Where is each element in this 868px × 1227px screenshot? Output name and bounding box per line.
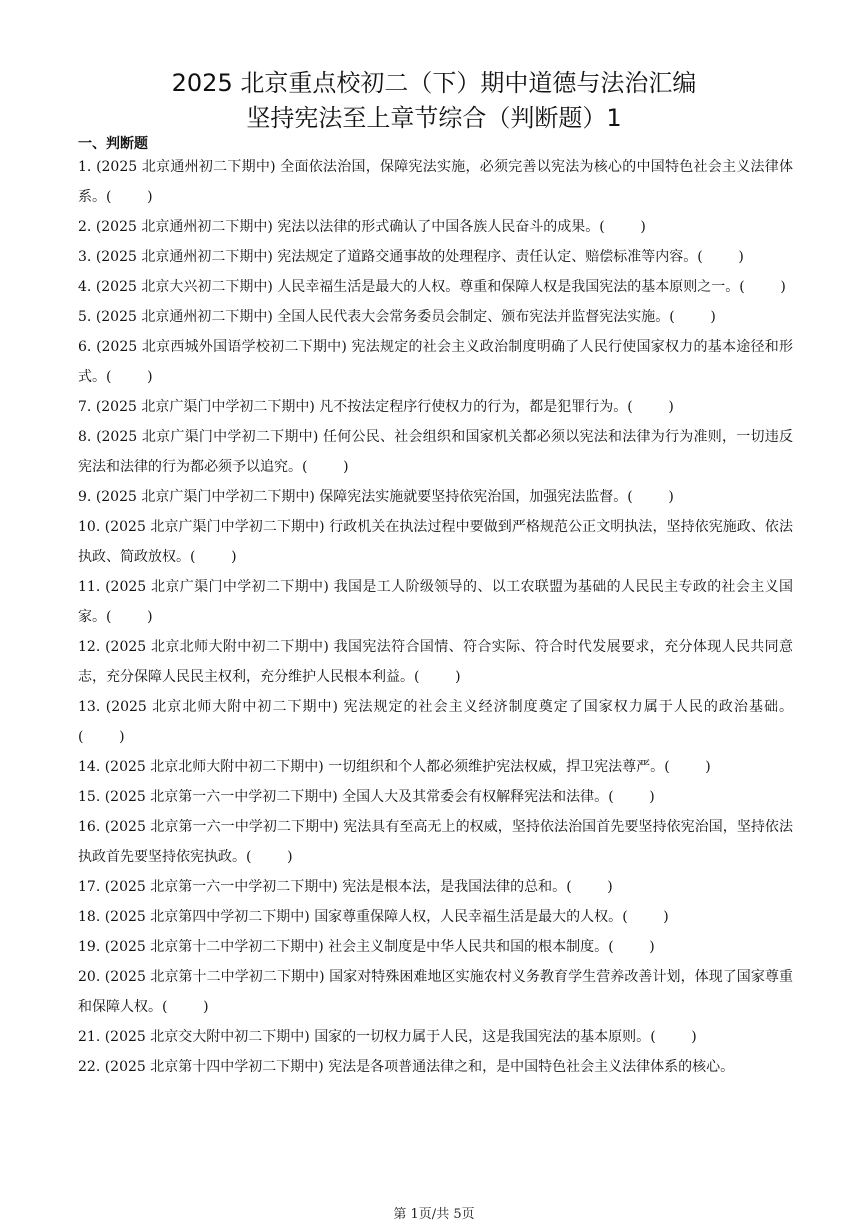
section-heading: 一、判断题 (78, 136, 148, 152)
question-text: 国家对特殊困难地区实施农村义务教育学生营养改善计划，体现了国家尊重和保障人权。 (78, 969, 793, 1015)
question-source: (2025 北京北师大附中初二下期中) (105, 699, 338, 715)
question-text: 国家的一切权力属于人民，这是我国宪法的基本原则。 (314, 1029, 651, 1045)
question-source: (2025 北京大兴初二下期中) (95, 279, 273, 295)
question-number: 21. (78, 1029, 101, 1045)
question-number: 7. (78, 399, 92, 415)
answer-blank[interactable]: ( ) (627, 489, 674, 505)
question-source: (2025 北京广渠门中学初二下期中) (104, 519, 325, 535)
question-number: 5. (78, 309, 92, 325)
question-text: 社会主义制度是中华人民共和国的根本制度。 (328, 939, 609, 955)
question-number: 13. (78, 699, 101, 715)
answer-blank[interactable]: ( ) (190, 549, 237, 565)
document-subtitle: 坚持宪法至上章节综合（判断题）1 (246, 104, 622, 132)
question-number: 10. (78, 519, 101, 535)
question-text: 一切组织和个人都必须维护宪法权威，捍卫宪法尊严。 (328, 759, 665, 775)
answer-blank[interactable]: ( ) (650, 1029, 697, 1045)
question-number: 15. (78, 789, 101, 805)
question-source: (2025 北京第一六一中学初二下期中) (104, 789, 338, 805)
question-source: (2025 北京第一六一中学初二下期中) (104, 819, 339, 835)
question-source: (2025 北京第十四中学初二下期中) (104, 1059, 324, 1075)
answer-blank[interactable]: ( ) (106, 369, 153, 385)
question-source: (2025 北京第一六一中学初二下期中) (104, 879, 338, 895)
answer-blank[interactable]: ( ) (246, 849, 293, 865)
question-item (78, 782, 793, 812)
answer-blank[interactable]: ( ) (302, 459, 349, 475)
question-number: 14. (78, 759, 101, 775)
question-item (78, 572, 793, 632)
question-number: 12. (78, 639, 101, 655)
question-text: 凡不按法定程序行使权力的行为，都是犯罪行为。 (319, 399, 628, 415)
question-text: 宪法规定了道路交通事故的处理程序、责任认定、赔偿标准等内容。 (277, 249, 698, 265)
question-number: 20. (78, 969, 101, 985)
question-item (78, 872, 793, 902)
question-source: (2025 北京通州初二下期中) (95, 309, 273, 325)
question-number: 17. (78, 879, 101, 895)
answer-blank[interactable]: ( ) (627, 399, 674, 415)
question-number: 19. (78, 939, 101, 955)
answer-blank[interactable]: ( ) (566, 879, 613, 895)
question-number: 4. (78, 279, 92, 295)
question-item (78, 812, 793, 872)
question-source: (2025 北京通州初二下期中) (95, 219, 273, 235)
question-number: 2. (78, 219, 92, 235)
question-source: (2025 北京通州初二下期中) (95, 249, 273, 265)
question-item (78, 1052, 793, 1082)
question-text: 全国人民代表大会常务委员会制定、颁布宪法并监督宪法实施。 (277, 309, 670, 325)
question-item (78, 932, 793, 962)
question-text: 任何公民、社会组织和国家机关都必须以宪法和法律为行为准则，一切违反宪法和法律的行为都必须予以追究。 (78, 429, 793, 475)
question-number: 11. (78, 579, 101, 595)
question-text: 宪法以法律的形式确认了中国各族人民奋斗的成果。 (277, 219, 600, 235)
question-source: (2025 北京广渠门中学初二下期中) (105, 579, 329, 595)
answer-blank[interactable]: ( ) (599, 219, 646, 235)
question-text: 我国宪法符合国情、符合实际、符合时代发展要求，充分体现人民共同意志，充分保障人民民主权利，充分维护人民根本利益。 (78, 639, 794, 685)
question-text: 我国是工人阶级领导的、以工农联盟为基础的人民民主专政的社会主义国家。 (78, 579, 794, 625)
answer-blank[interactable]: ( ) (78, 729, 125, 745)
answer-blank[interactable]: ( ) (622, 909, 669, 925)
question-list (78, 152, 793, 1082)
question-item (78, 392, 793, 422)
question-item (78, 752, 793, 782)
answer-blank[interactable]: ( ) (664, 759, 711, 775)
question-item (78, 512, 793, 572)
answer-blank[interactable]: ( ) (669, 309, 716, 325)
question-text: 宪法规定的社会主义经济制度奠定了国家权力属于人民的政治基础。 (343, 699, 793, 715)
question-number: 16. (78, 819, 101, 835)
question-item (78, 962, 793, 1022)
answer-blank[interactable]: ( ) (697, 249, 744, 265)
question-number: 6. (78, 339, 92, 355)
answer-blank[interactable]: ( ) (739, 279, 786, 295)
question-number: 22. (78, 1059, 101, 1075)
question-item (78, 422, 793, 482)
question-text: 宪法规定的社会主义政治制度明确了人民行使国家权力的基本途径和形式。 (78, 339, 793, 385)
answer-blank[interactable]: ( ) (106, 189, 153, 205)
question-item (78, 332, 793, 392)
answer-blank[interactable]: ( ) (414, 669, 461, 685)
question-number: 1. (78, 159, 92, 175)
question-source: (2025 北京广渠门中学初二下期中) (95, 489, 315, 505)
question-source: (2025 北京交大附中初二下期中) (104, 1029, 310, 1045)
answer-blank[interactable]: ( ) (608, 939, 655, 955)
question-source: (2025 北京通州初二下期中) (96, 159, 276, 175)
question-source: (2025 北京广渠门中学初二下期中) (95, 399, 315, 415)
question-item (78, 152, 793, 212)
question-text: 宪法是根本法，是我国法律的总和。 (342, 879, 567, 895)
answer-blank[interactable]: ( ) (608, 789, 655, 805)
question-text: 行政机关在执法过程中要做到严格规范公正文明执法，坚持依宪施政、依法执政、简政放权。 (78, 519, 793, 565)
document-title: 2025 北京重点校初二（下）期中道德与法治汇编 (171, 69, 697, 97)
page-footer: 第 1页/共 5页 (393, 1207, 475, 1222)
question-source: (2025 北京北师大附中初二下期中) (104, 759, 324, 775)
question-item (78, 302, 793, 332)
question-number: 3. (78, 249, 92, 265)
question-number: 8. (78, 429, 92, 445)
question-number: 9. (78, 489, 92, 505)
question-text: 人民幸福生活是最大的人权。尊重和保障人权是我国宪法的基本原则之一。 (277, 279, 740, 295)
answer-blank[interactable]: ( ) (106, 609, 153, 625)
question-item (78, 242, 793, 272)
question-source: (2025 北京第四中学初二下期中) (104, 909, 310, 925)
question-text: 宪法是各项普通法律之和，是中国特色社会主义法律体系的核心。 (328, 1059, 735, 1075)
question-text: 宪法具有至高无上的权威，坚持依法治国首先要坚持依宪治国，坚持依法执政首先要坚持依宪执政。 (78, 819, 793, 865)
question-number: 18. (78, 909, 101, 925)
question-source: (2025 北京广渠门中学初二下期中) (96, 429, 319, 445)
question-text: 国家尊重保障人权，人民幸福生活是最大的人权。 (314, 909, 623, 925)
question-text: 保障宪法实施就要坚持依宪治国，加强宪法监督。 (319, 489, 628, 505)
question-source: (2025 北京第十二中学初二下期中) (104, 939, 324, 955)
question-item (78, 692, 793, 752)
question-item (78, 902, 793, 932)
question-item (78, 272, 793, 302)
question-source: (2025 北京西城外国语学校初二下期中) (96, 339, 347, 355)
question-text: 全国人大及其常委会有权解释宪法和法律。 (342, 789, 609, 805)
answer-blank[interactable]: ( ) (162, 999, 209, 1015)
question-source: (2025 北京第十二中学初二下期中) (104, 969, 325, 985)
question-text: 全面依法治国，保障宪法实施，必须完善以宪法为核心的中国特色社会主义法律体系。 (78, 159, 793, 205)
question-item (78, 212, 793, 242)
question-source: (2025 北京北师大附中初二下期中) (105, 639, 329, 655)
question-item (78, 1022, 793, 1052)
question-item (78, 482, 793, 512)
question-item (78, 632, 793, 692)
